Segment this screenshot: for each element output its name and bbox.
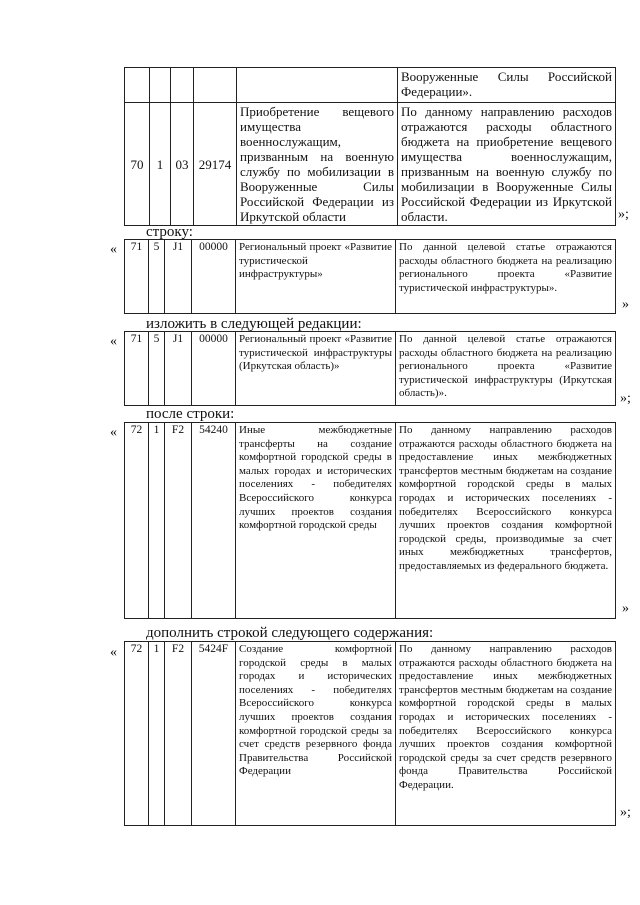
code-col-1: 72	[125, 423, 149, 619]
row-name: Приобретение вещевого имущества военнослужащим, призванным на военную службу по мобилизации в Вооруженные Силы Российской Федерации из Иркутской области	[237, 103, 398, 226]
section-label: после строки:	[146, 406, 235, 422]
row-description: По данному направлению расходов отражаются расходы областного бюджета на предоставление иных межбюджетных трансфертов местным бюджетам на создание комфортной городской среды в малых городах и исторических поселениях - победителях Всероссийского конкурса лучших проектов создания комфортной городской среды, производимые за счет иных межбюджетных трансфертов, предоставляемых из федерального бюджета.	[396, 423, 616, 619]
table-row	[125, 240, 616, 314]
close-quote: »;	[620, 805, 631, 820]
row-description: По данной целевой статье отражаются расходы областного бюджета на реализацию регионального проекта «Развитие туристической инфраструктуры (Иркутская область)».	[396, 332, 616, 406]
code-col-3: J1	[165, 332, 192, 406]
close-quote: »;	[620, 391, 631, 406]
code-col-1: 72	[125, 642, 149, 826]
code-col-1: 71	[125, 332, 149, 406]
code-col-4: 29174	[194, 103, 237, 226]
row-name: Региональный проект «Развитие туристической инфраструктуры»	[236, 240, 396, 314]
row-description: Вооруженные Силы Российской Федерации».	[398, 68, 616, 103]
code-col-2: 1	[149, 423, 165, 619]
row-name: Иные межбюджетные трансферты на создание комфортной городской среды в малых городах и исторических поселениях - победителях Всероссийского конкурса лучших проектов создания комфортной городской среды	[236, 423, 396, 619]
open-quote: «	[110, 334, 117, 349]
table-row	[125, 642, 616, 826]
code-col-4: 00000	[192, 332, 236, 406]
code-col-3: F2	[165, 642, 192, 826]
code-col-4: 54240	[192, 423, 236, 619]
table-row	[125, 103, 616, 226]
code-col-3: J1	[165, 240, 192, 314]
section-table	[124, 331, 616, 406]
row-description: По данной целевой статье отражаются расходы областного бюджета на реализацию регионального проекта «Развитие туристической инфраструктуры».	[396, 240, 616, 314]
section-label: дополнить строкой следующего содержания:	[146, 625, 434, 641]
open-quote: «	[110, 645, 117, 660]
open-quote: «	[110, 425, 117, 440]
table-row	[125, 332, 616, 406]
code-col-3: F2	[165, 423, 192, 619]
code-col-2: 5	[149, 332, 165, 406]
top-table	[124, 67, 616, 226]
table-row	[125, 68, 616, 103]
section-table	[124, 239, 616, 314]
table-row	[125, 423, 616, 619]
code-col-2: 5	[149, 240, 165, 314]
open-quote: «	[110, 242, 117, 257]
code-col-2: 1	[150, 103, 171, 226]
code-col-4: 5424F	[192, 642, 236, 826]
code-col-4: 00000	[192, 240, 236, 314]
section-table	[124, 641, 616, 826]
row-name: Создание комфортной городской среды в малых городах и исторических поселениях - победителях Всероссийского конкурса лучших проектов создания комфортной городской среды за счет средств резервного фонда Правительства Российской Федерации	[236, 642, 396, 826]
close-quote: »	[622, 601, 629, 616]
section-table	[124, 422, 616, 619]
code-col-2: 1	[149, 642, 165, 826]
section-label: изложить в следующей редакции:	[146, 316, 362, 332]
code-col-1: 70	[125, 103, 150, 226]
row-description: По данному направлению расходов отражаются расходы областного бюджета на приобретение вещевого имущества военнослужащим, призванным на военную службу по мобилизации в Вооруженные Силы Российской Федерации из Иркутской области.	[398, 103, 616, 226]
row-name: Региональный проект «Развитие туристической инфраструктуры (Иркутская область)»	[236, 332, 396, 406]
close-quote: »	[622, 297, 629, 312]
row-description: По данному направлению расходов отражаются расходы областного бюджета на предоставление иных межбюджетных трансфертов местным бюджетам на создание комфортной городской среды в малых городах и исторических поселениях - победителях Всероссийского конкурса лучших проектов создания комфортной городской среды за счет средств резервного фонда Правительства Российской Федерации.	[396, 642, 616, 826]
code-col-3: 03	[171, 103, 194, 226]
code-col-1: 71	[125, 240, 149, 314]
section-label: строку:	[146, 224, 193, 240]
close-quote: »;	[618, 207, 629, 222]
